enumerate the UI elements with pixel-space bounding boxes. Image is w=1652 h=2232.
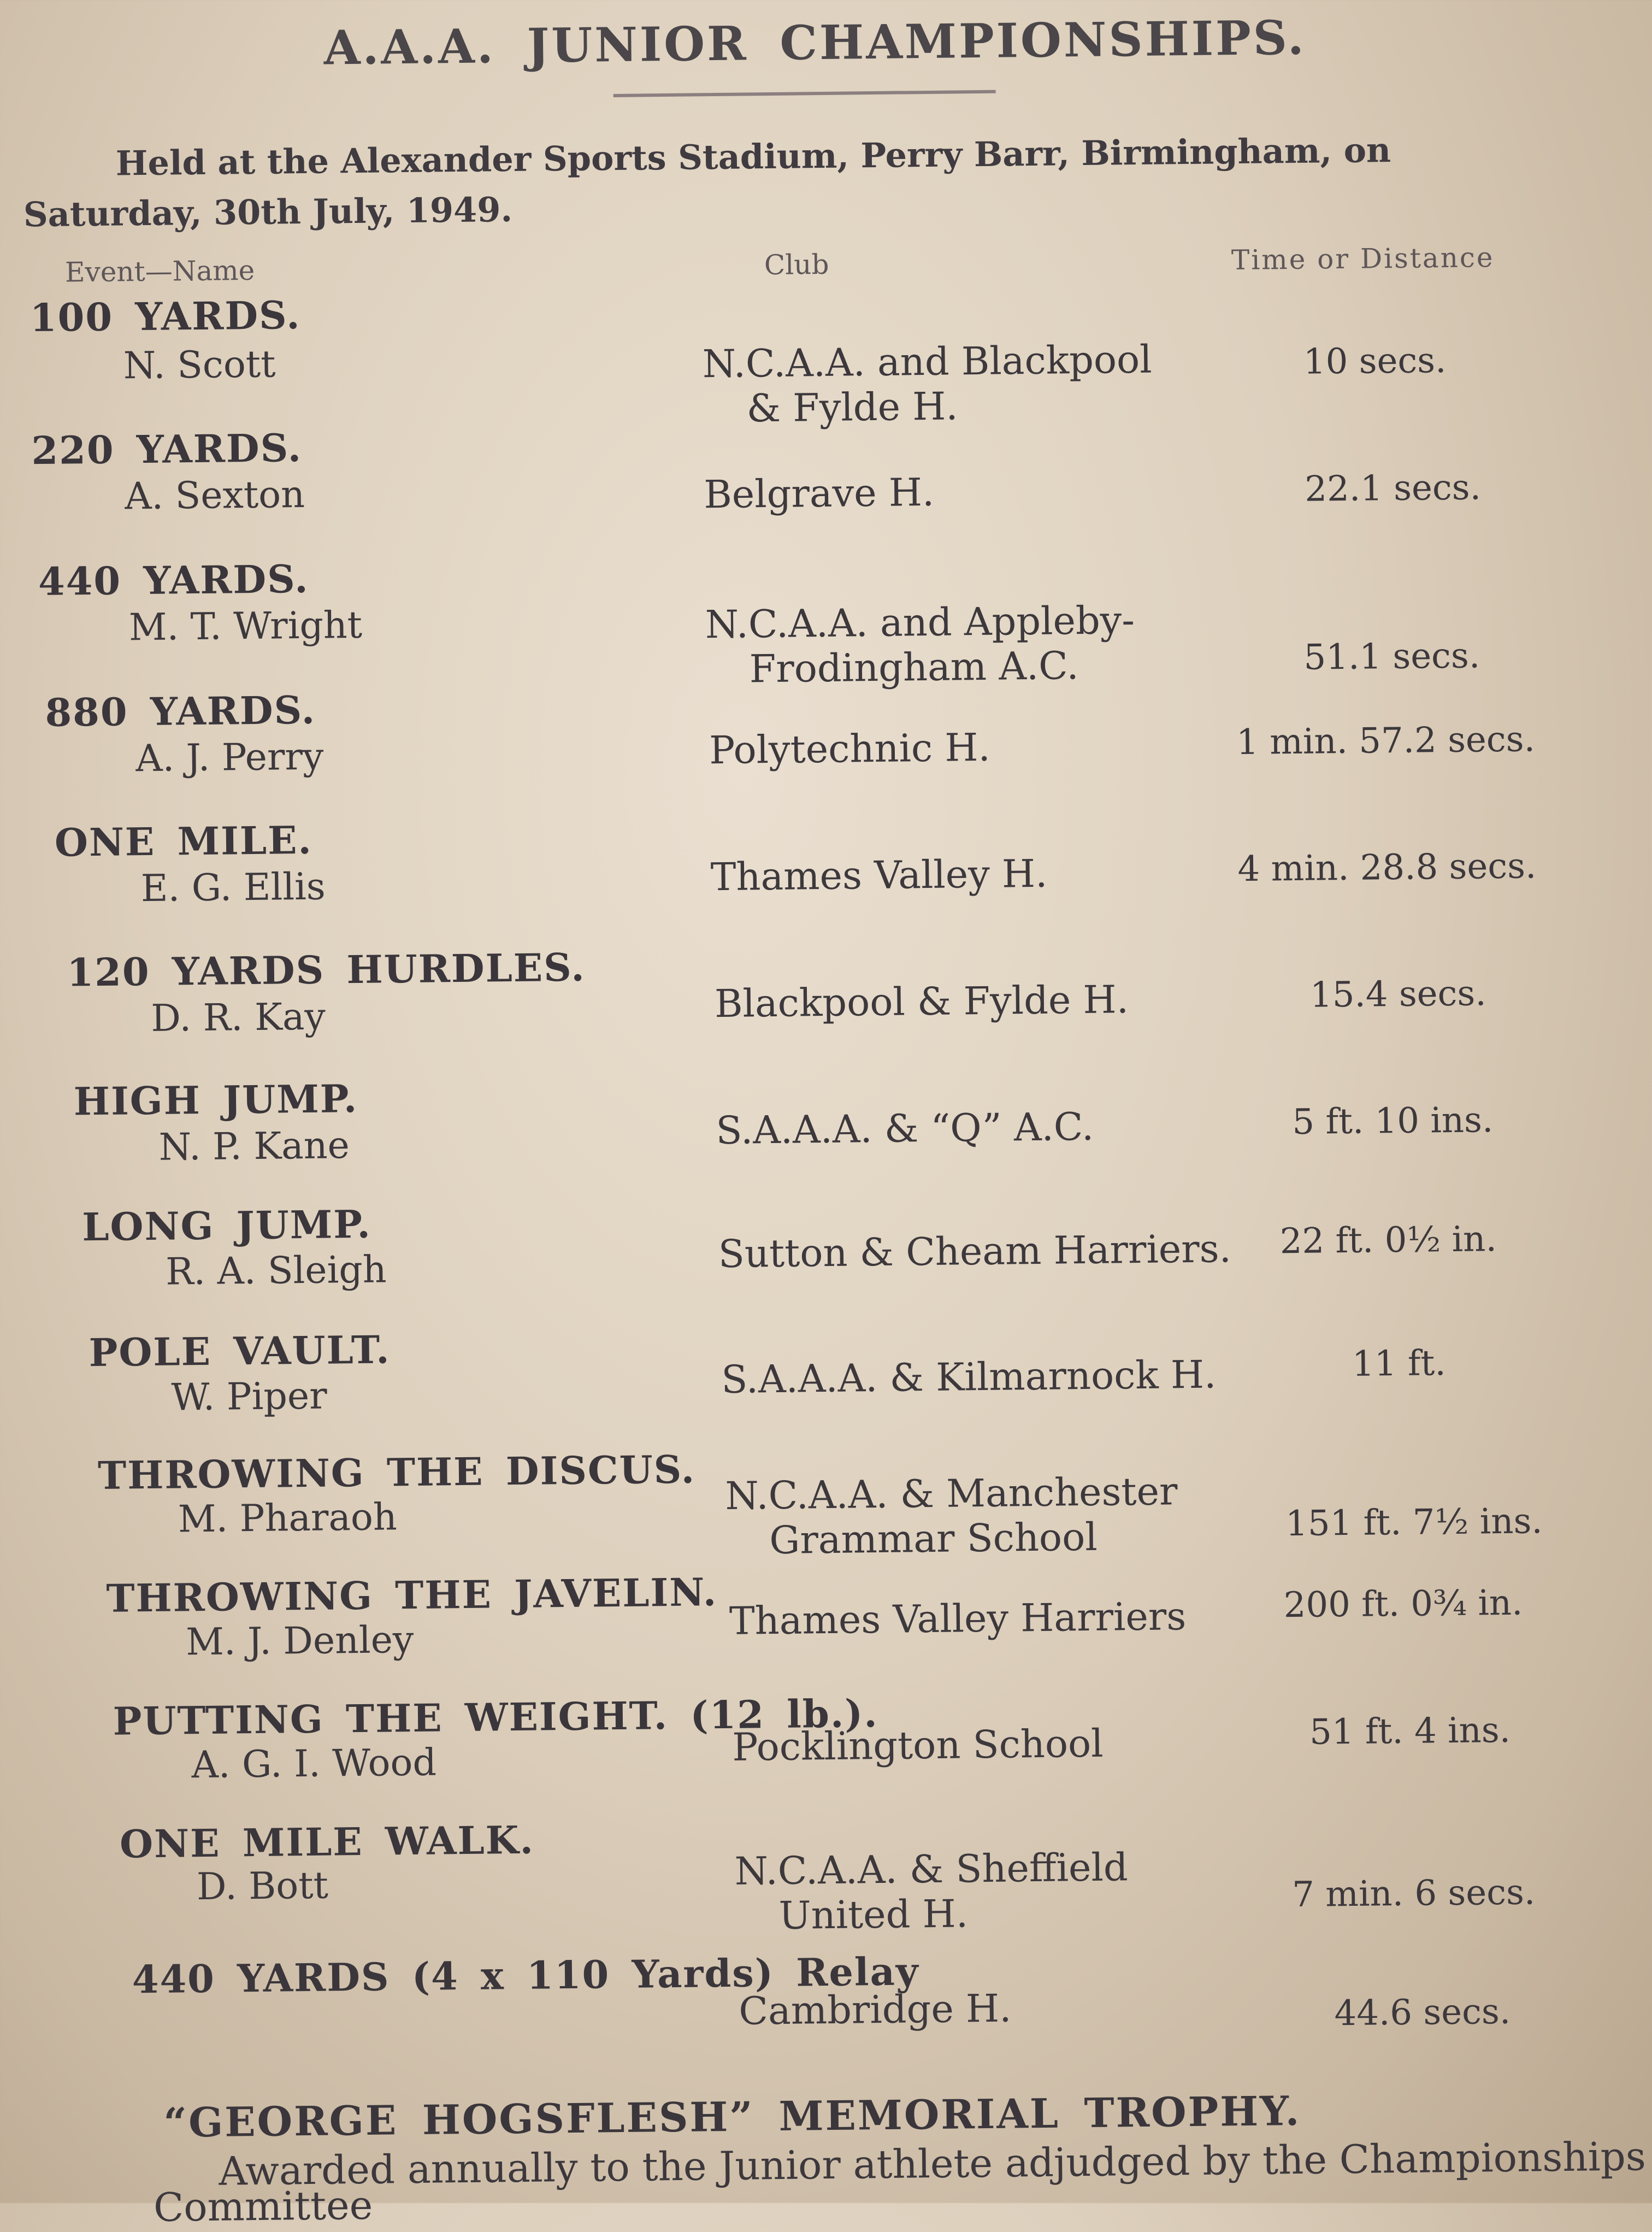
result-value: 200 ft. 0¾ in. xyxy=(1283,1582,1523,1626)
athlete-name: N. P. Kane xyxy=(158,1124,350,1169)
event-title: THROWING THE JAVELIN. xyxy=(106,1569,718,1621)
title-rule xyxy=(613,90,996,97)
result-row-relay xyxy=(9,1941,1652,2089)
result-row-long-jump xyxy=(1,1188,1652,1336)
athlete-name: D. R. Kay xyxy=(150,995,326,1040)
result-value: 44.6 secs. xyxy=(1334,1991,1511,2034)
club-name xyxy=(721,1352,1217,1402)
club-name xyxy=(704,470,935,517)
club-line-1: Pocklington School xyxy=(731,1721,1104,1770)
athlete-name: W. Piper xyxy=(171,1374,328,1420)
result-value: 10 secs. xyxy=(1303,340,1447,382)
event-title: 440 YARDS. xyxy=(38,556,309,605)
athlete-name: N. Scott xyxy=(123,343,276,388)
club-name xyxy=(734,1845,1129,1939)
event-title: 880 YARDS. xyxy=(45,687,316,735)
result-row-880-yards xyxy=(0,673,1649,822)
club-line-1: Thames Valley Harriers xyxy=(729,1594,1187,1644)
result-value: 5 ft. 10 ins. xyxy=(1292,1100,1494,1143)
result-value: 4 min. 28.8 secs. xyxy=(1237,846,1537,890)
event-title: HIGH JUMP. xyxy=(73,1075,358,1124)
club-name xyxy=(710,851,1047,899)
event-title: 100 YARDS. xyxy=(30,292,301,341)
result-row-120-yards-hurdles xyxy=(0,933,1651,1082)
athlete-name: A. J. Perry xyxy=(135,735,324,781)
club-name xyxy=(729,1594,1187,1644)
result-value: 51 ft. 4 ins. xyxy=(1309,1710,1511,1753)
result-row-one-mile-walk xyxy=(8,1805,1652,1954)
club-name xyxy=(732,1721,1104,1770)
athlete-name: E. G. Ellis xyxy=(140,865,326,911)
club-line-1: Polytechnic H. xyxy=(709,725,991,773)
result-value: 15.4 secs. xyxy=(1309,973,1486,1016)
event-title: THROWING THE DISCUS. xyxy=(97,1446,696,1498)
club-line-2: United H. xyxy=(778,1891,969,1938)
result-row-100-yards xyxy=(0,278,1645,431)
result-value: 7 min. 6 secs. xyxy=(1291,1872,1536,1916)
club-line-1: N.C.A.A. and Blackpool xyxy=(702,337,1152,387)
athlete-name: M. J. Denley xyxy=(185,1618,414,1664)
result-row-440-yards xyxy=(0,542,1648,691)
result-value: 1 min. 57.2 secs. xyxy=(1236,719,1536,763)
club-line-1: Sutton & Cheam Harriers. xyxy=(718,1226,1232,1277)
result-value: 51.1 secs. xyxy=(1303,635,1480,678)
club-name xyxy=(709,725,990,773)
column-header-club: Club xyxy=(764,248,829,281)
athlete-name: R. A. Sleigh xyxy=(165,1248,387,1294)
result-row-220-yards xyxy=(0,411,1646,560)
event-title: 120 YARDS HURDLES. xyxy=(67,944,586,996)
column-header-event: Event—Name xyxy=(64,254,255,288)
athlete-name: A. G. I. Wood xyxy=(191,1741,437,1787)
club-name xyxy=(715,977,1129,1026)
page-title: A.A.A. JUNIOR CHAMPIONSHIPS. xyxy=(323,10,1307,76)
club-line-1: Belgrave H. xyxy=(703,469,935,517)
club-name xyxy=(718,1226,1231,1276)
club-line-1: S.A.A.A. & “Q” A.C. xyxy=(716,1104,1094,1153)
intro-line-1: Held at the Alexander Sports Stadium, Perry Barr, Birmingham, on xyxy=(115,130,1391,184)
club-line-2: Frodingham A.C. xyxy=(749,643,1079,692)
trophy-description: Awarded annually to the Junior athlete adjudged by the Championships xyxy=(219,2133,1647,2194)
result-value: 11 ft. xyxy=(1352,1343,1446,1385)
intro-line-2: Saturday, 30th July, 1949. xyxy=(23,189,513,235)
club-name xyxy=(739,1986,1012,2034)
trophy-description-continued: Committee xyxy=(153,2182,373,2230)
club-line-1: Thames Valley H. xyxy=(710,851,1048,900)
athlete-name: M. Pharaoh xyxy=(178,1495,398,1541)
trophy-title: “GEORGE HOGSFLESH” MEMORIAL TROPHY. xyxy=(163,2088,1301,2147)
event-title: ONE MILE WALK. xyxy=(119,1817,535,1867)
result-row-high-jump xyxy=(0,1062,1652,1211)
club-line-1: Blackpool & Fylde H. xyxy=(714,977,1129,1027)
club-line-1: Cambridge H. xyxy=(738,1986,1012,2034)
club-name xyxy=(716,1104,1094,1153)
club-line-2: Grammar School xyxy=(769,1514,1098,1563)
result-value: 22 ft. 0½ in. xyxy=(1279,1219,1497,1262)
club-line-2: & Fylde H. xyxy=(746,384,958,431)
event-title: 440 YARDS (4 x 110 Yards) Relay xyxy=(132,1948,919,2003)
athlete-name: A. Sexton xyxy=(124,473,305,519)
club-name xyxy=(725,1469,1178,1563)
column-header-time: Time or Distance xyxy=(1231,242,1495,276)
athlete-name: M. T. Wright xyxy=(128,603,363,650)
intro-text xyxy=(22,123,1575,240)
result-value: 22.1 secs. xyxy=(1304,467,1482,510)
event-title: PUTTING THE WEIGHT. (12 lb.). xyxy=(113,1691,879,1744)
athlete-name: D. Bott xyxy=(196,1864,329,1909)
club-line-1: S.A.A.A. & Kilmarnock H. xyxy=(721,1352,1217,1403)
result-value: 151 ft. 7½ ins. xyxy=(1285,1501,1543,1545)
club-line-1: N.C.A.A. & Manchester xyxy=(725,1469,1178,1518)
club-name xyxy=(705,598,1135,692)
event-title: 220 YARDS. xyxy=(31,425,303,474)
club-line-1: N.C.A.A. and Appleby- xyxy=(705,598,1135,647)
event-title: LONG JUMP. xyxy=(81,1201,372,1250)
event-title: ONE MILE. xyxy=(54,817,313,865)
club-line-1: N.C.A.A. & Sheffield xyxy=(734,1845,1129,1894)
event-title: POLE VAULT. xyxy=(88,1327,391,1376)
result-row-one-mile xyxy=(0,803,1650,952)
